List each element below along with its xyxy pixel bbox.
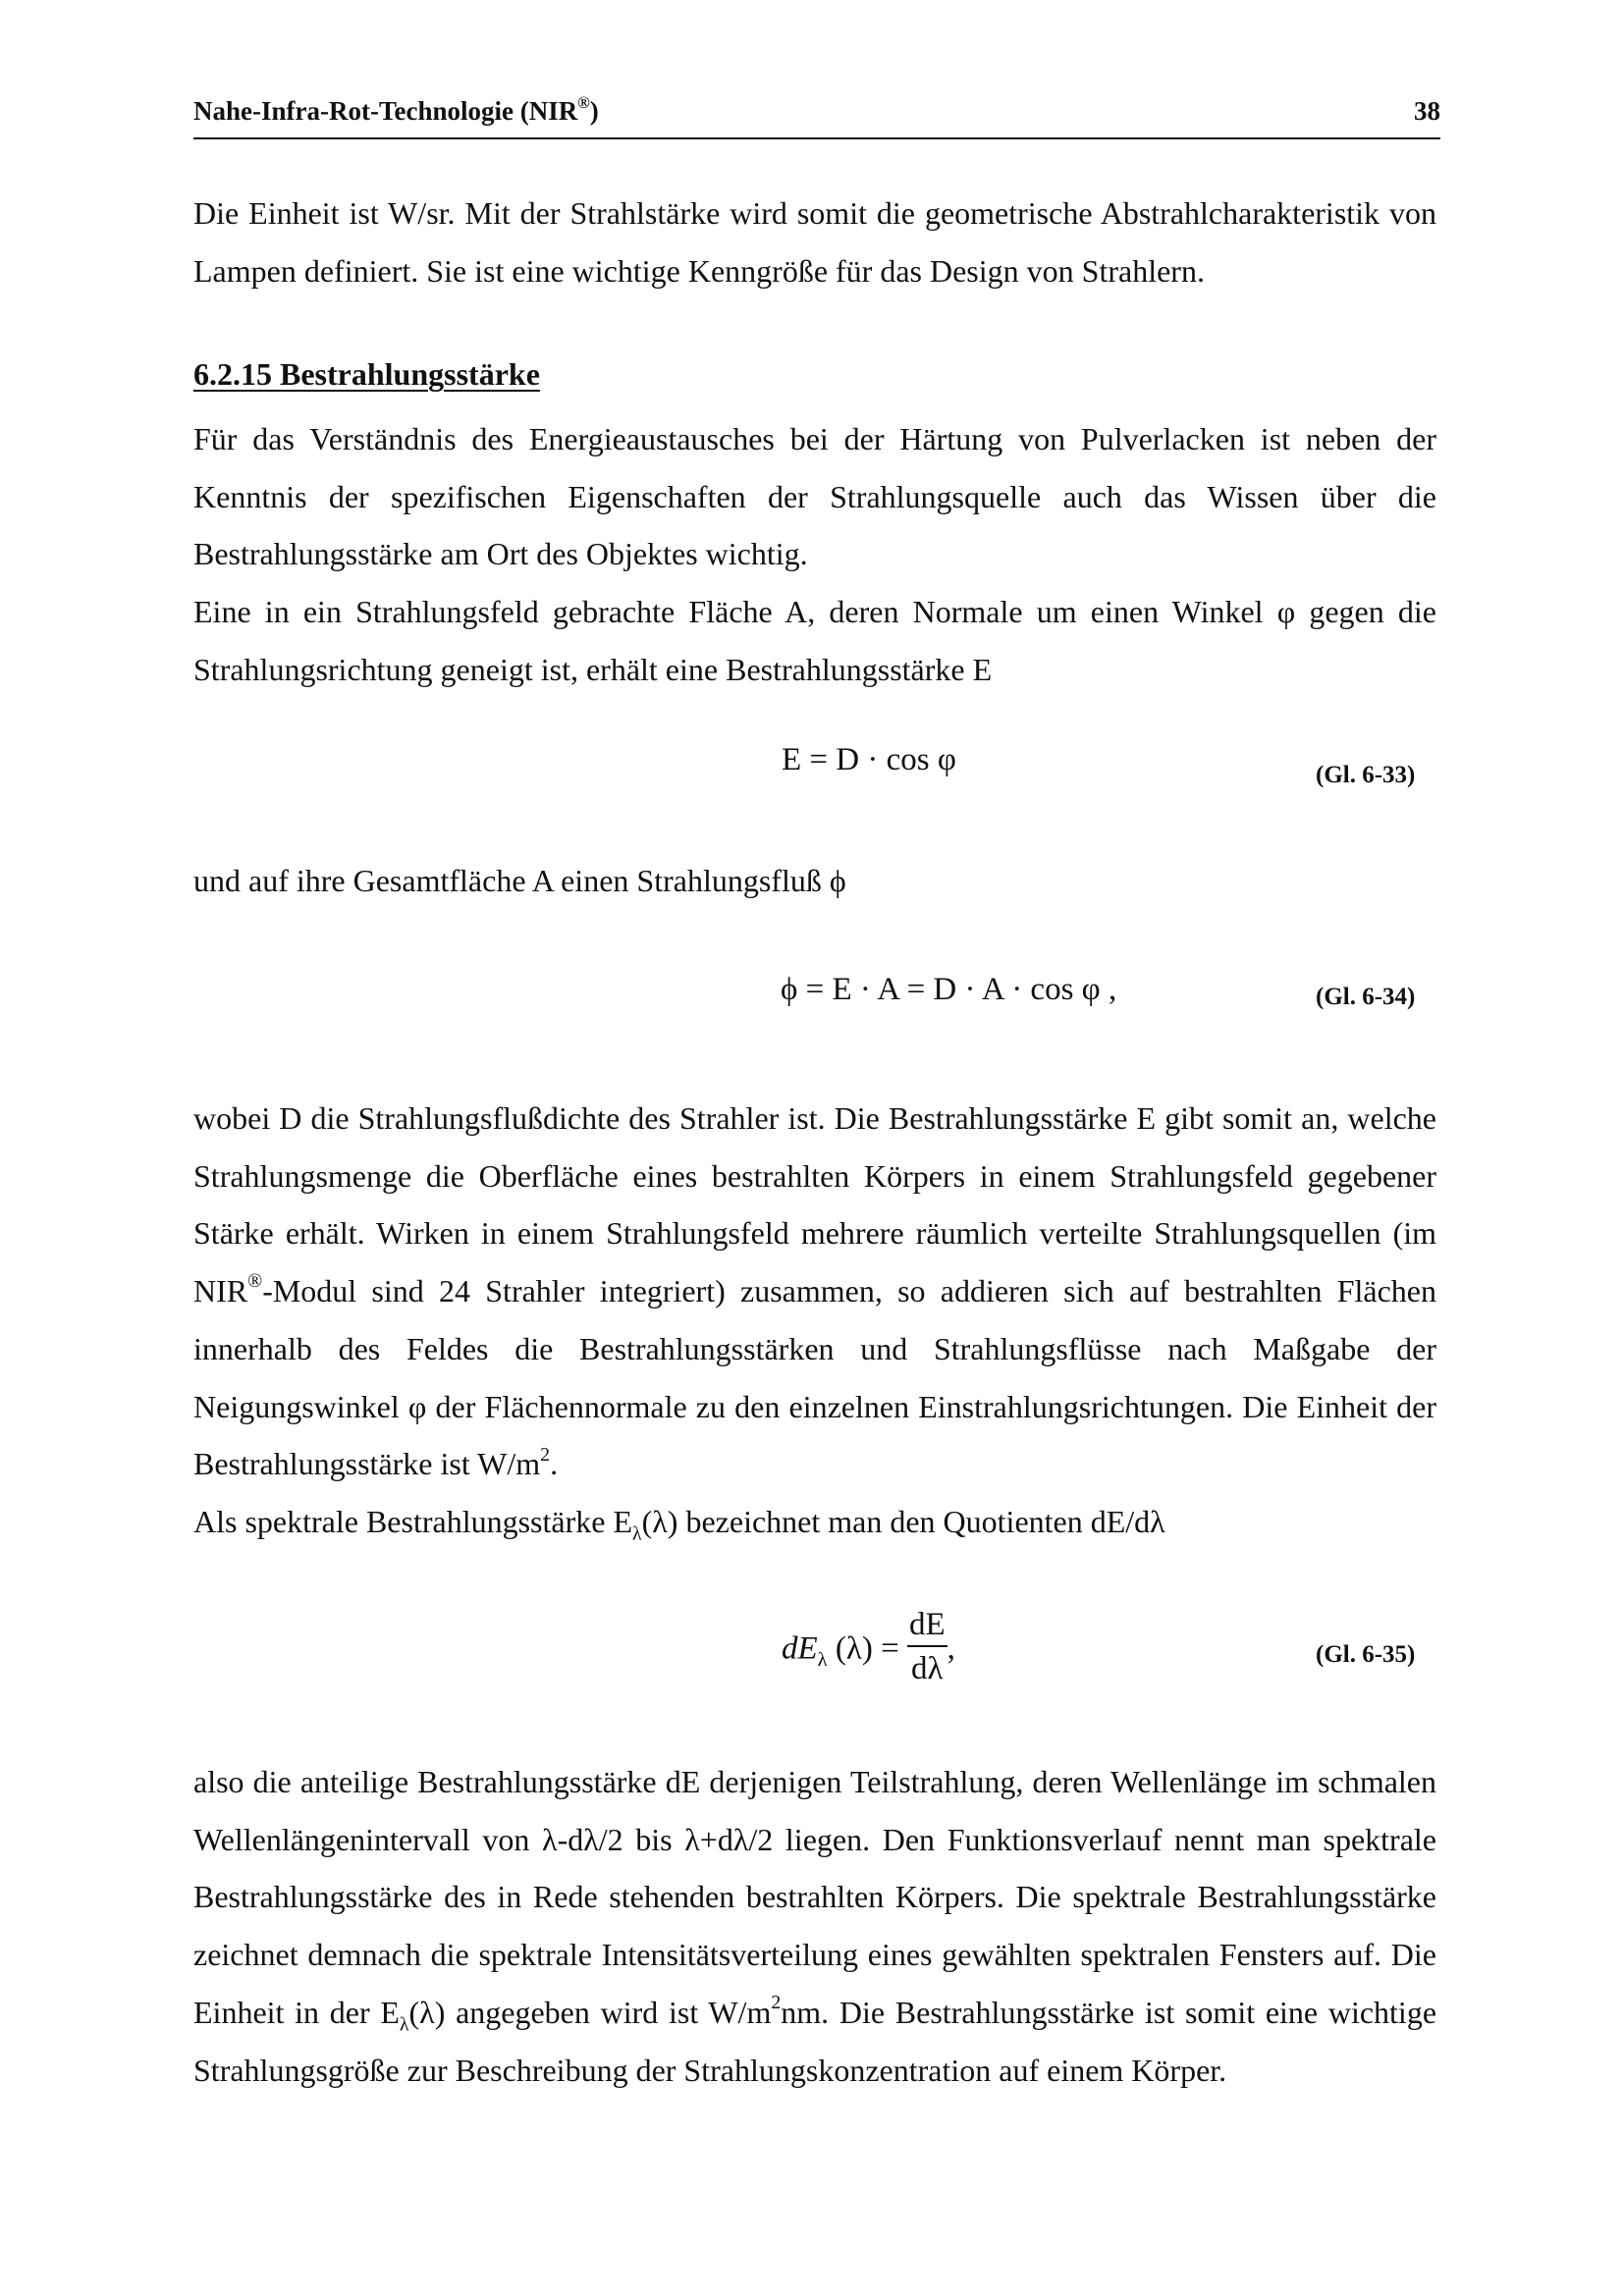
equation-label: (Gl. 6-33) [1316, 762, 1416, 788]
page-number: 38 [1414, 96, 1440, 126]
equation-6-33 [0, 742, 1623, 811]
equation-expression: $dE_\lambda$ (λ) = $\frac{dE}{d\lambda}$ , [782, 1607, 955, 1686]
paragraph-flux-density [193, 1090, 1436, 1551]
paragraph-spectral-irradiance [193, 1753, 1436, 2099]
running-header [193, 94, 1440, 139]
equation-label: (Gl. 6-34) [1316, 984, 1416, 1010]
fraction: $\frac{dE}{d\lambda}$ [908, 1607, 946, 1686]
intro-paragraph: Die Einheit ist W/sr. Mit der Strahlstärke wird somit die geometrische Abstrahlcharakteristik von Lampen definiert. Sie ist eine wichtige Kenngröße für das Design von Strahlern. [193, 195, 1436, 289]
equation-6-35 [0, 1607, 1623, 1708]
equation-expression: E = D · cos φ [782, 742, 956, 777]
section-body [193, 410, 1436, 699]
equation-6-34 [0, 972, 1623, 1041]
paragraph-spectral: Als spektrale Bestrahlungsstärke $E_\lambda(\lambda)$ bezeichnet man den Quotienten dE/dλ [193, 1503, 1165, 1545]
paragraph-surface: Eine in ein Strahlungsfeld gebrachte Fläche A, deren Normale um einen Winkel φ gegen die Strahlungsrichtung geneigt ist, erhält eine Bestrahlungsstärke E [193, 594, 1436, 687]
header-title: Nahe-Infra-Rot-Technologie (NIR®) [193, 92, 599, 126]
paragraph-text: wobei D die Strahlungsflußdichte des Strahler ist. Die Bestrahlungsstärke E gibt somit an, welche Strahlungsmenge die Oberfläche eines bestrahlten Körpers in einem Strahlungsfeld gegebener Stärke erhält. Wirken in einem Strahlungsfeld mehrere räumlich verteilte Strahlungsquellen (im NIR®-Modul sind 24 Strahler integriert) zusammen, so addieren sich auf bestrahlten Flächen innerhalb des Feldes die Bestrahlungsstärken und Strahlungsflüsse nach Maßgabe der Neigungswinkel φ der Flächennormale zu den einzelnen Einstrahlungsrichtungen. Die Einheit der Bestrahlungsstärke ist $W/m^2$. [193, 1100, 1436, 1482]
paragraph-total-flux: und auf ihre Gesamtfläche A einen Strahlungsfluß ϕ [193, 863, 846, 898]
section-heading: 6.2.15 Bestrahlungsstärke [193, 356, 540, 392]
equation-expression: ϕ = E · A = D · A · cos φ , [781, 972, 1117, 1007]
equation-label: (Gl. 6-35) [1316, 1641, 1416, 1668]
paragraph-text: also die anteilige Bestrahlungsstärke dE derjenigen Teilstrahlung, deren Wellenlänge im schmalen Wellenlängenintervall von λ-dλ/2 bis λ+dλ/2 liegen. Den Funktionsverlauf nennt man spektrale Bestrahlungsstärke des in Rede stehenden bestrahlten Körpers. Die spektrale Bestrahlungsstärke zeichnet demnach die spektrale Intensitätsverteilung eines gewählten spektralen Fensters auf. Die Einheit in der $E_\lambda(\lambda)$ angegeben wird ist $W/m^2nm$. Die Bestrahlungsstärke ist somit eine wichtige Strahlungsgröße zur Beschreibung der Strahlungskonzentration auf einem Körper. [193, 1764, 1437, 2088]
paragraph-understanding: Für das Verständnis des Energieaustausches bei der Härtung von Pulverlacken ist neben der Kenntnis der spezifischen Eigenschaften der Strahlungsquelle auch das Wissen über die Bestrahlungsstärke am Ort des Objektes wichtig. [193, 421, 1436, 572]
